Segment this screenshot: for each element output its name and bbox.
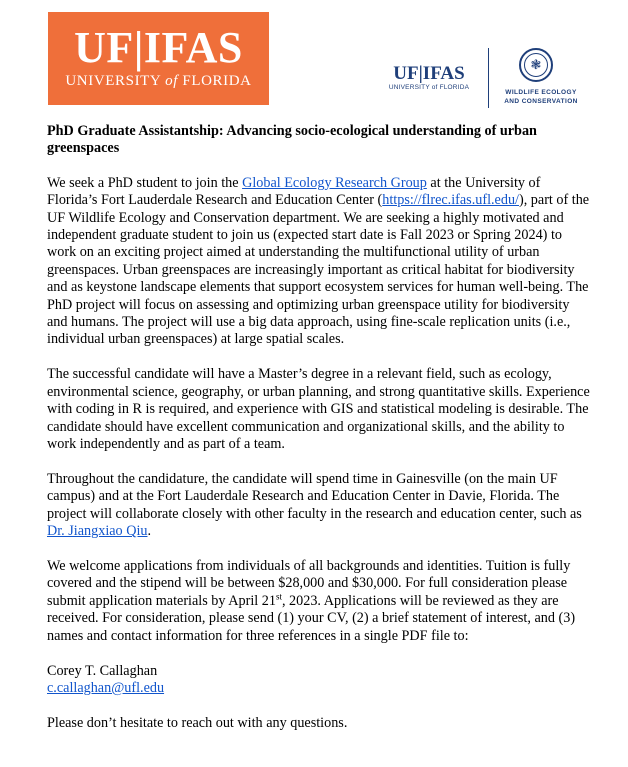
contact-block bbox=[47, 663, 592, 698]
contact-email-link[interactable]: c.callaghan@ufl.edu bbox=[47, 679, 165, 696]
ufifas-small-logo bbox=[384, 64, 474, 104]
page-title: PhD Graduate Assistantship: Advancing socio-ecological understanding of urban greenspaces bbox=[47, 123, 537, 157]
research-group-link[interactable]: Global Ecology Research Group bbox=[242, 174, 427, 191]
wildlife-ecology-logo bbox=[488, 48, 589, 108]
wildlife-seal-icon: ❃ bbox=[519, 48, 553, 82]
paragraph-application: We welcome applications from individuals of all backgrounds and identities. Tuition is fully covered and the stipend will be between $28,000 and $30,000. For full consideration please submit application materials by April 21st, 2023. Applications will be reviewed as they are received. For consideration, please send (1) your CV, (2) a brief statement of interest, and (3) names and contact information for three references in a single PDF file to: bbox=[47, 558, 576, 644]
logo-wordmark: UF|IFAS bbox=[74, 23, 243, 72]
logo-university-text: UNIVERSITY of FLORIDA bbox=[65, 73, 252, 89]
closing-line: Please don’t hesitate to reach out with any questions. bbox=[47, 714, 348, 731]
faculty-link[interactable]: Dr. Jiangxiao Qiu bbox=[47, 523, 148, 540]
flrec-link[interactable]: https://flrec.ifas.ufl.edu/ bbox=[382, 192, 519, 209]
paragraph-candidature: Throughout the candidature, the candidate will spend time in Gainesville (on the main UF campus) and at the Fort Lauderdale Research and Education Center in Davie, Florida. The project will collaborate closely with other faculty in the research and education center, such as Dr. Jiangxiao Qiu. bbox=[47, 470, 582, 540]
small-logo-university-text: UNIVERSITY of FLORIDA bbox=[388, 84, 470, 91]
wec-label: WILDLIFE ECOLOGY AND CONSERVATION bbox=[504, 89, 578, 105]
document-body bbox=[47, 123, 592, 750]
paragraph-intro: We seek a PhD student to join the Global Ecology Research Group at the University of Florida’s Fort Lauderdale Research and Education Center (https://flrec.ifas.ufl.edu/), part of the UF Wildlife Ecology and Conservation department. We are seeking a highly motivated and independent graduate student to join us (expected start date is Fall 2023 or Spring 2024) to work on an exciting project aimed at understanding the multifunctional utility of urban greenspaces. Urban greenspaces are increasingly important as critical habitat for biodiversity and as keystone landscape elements that support ecosystem services for human well-being. The PhD project will focus on assessing and optimizing urban greenspace utility for biodiversity and humans. The project will use a big data approach, using fine-scale replication units (i.e., individual urban greenspaces) at large spatial scales. bbox=[47, 174, 590, 348]
paragraph-qualifications: The successful candidate will have a Master’s degree in a relevant field, such as ecology, environmental science, geography, or urban planning, and strong quantitative skills. Experience with coding in R is required, and experience with GIS and statistical modeling is desirable. The candidate should have excellent communication and organizational skills, and the ability to work independently and as part of a team. bbox=[47, 366, 590, 452]
contact-name: Corey T. Callaghan bbox=[47, 662, 158, 679]
small-logo-wordmark: UF|IFAS bbox=[393, 63, 465, 84]
ufifas-logo bbox=[48, 12, 269, 105]
